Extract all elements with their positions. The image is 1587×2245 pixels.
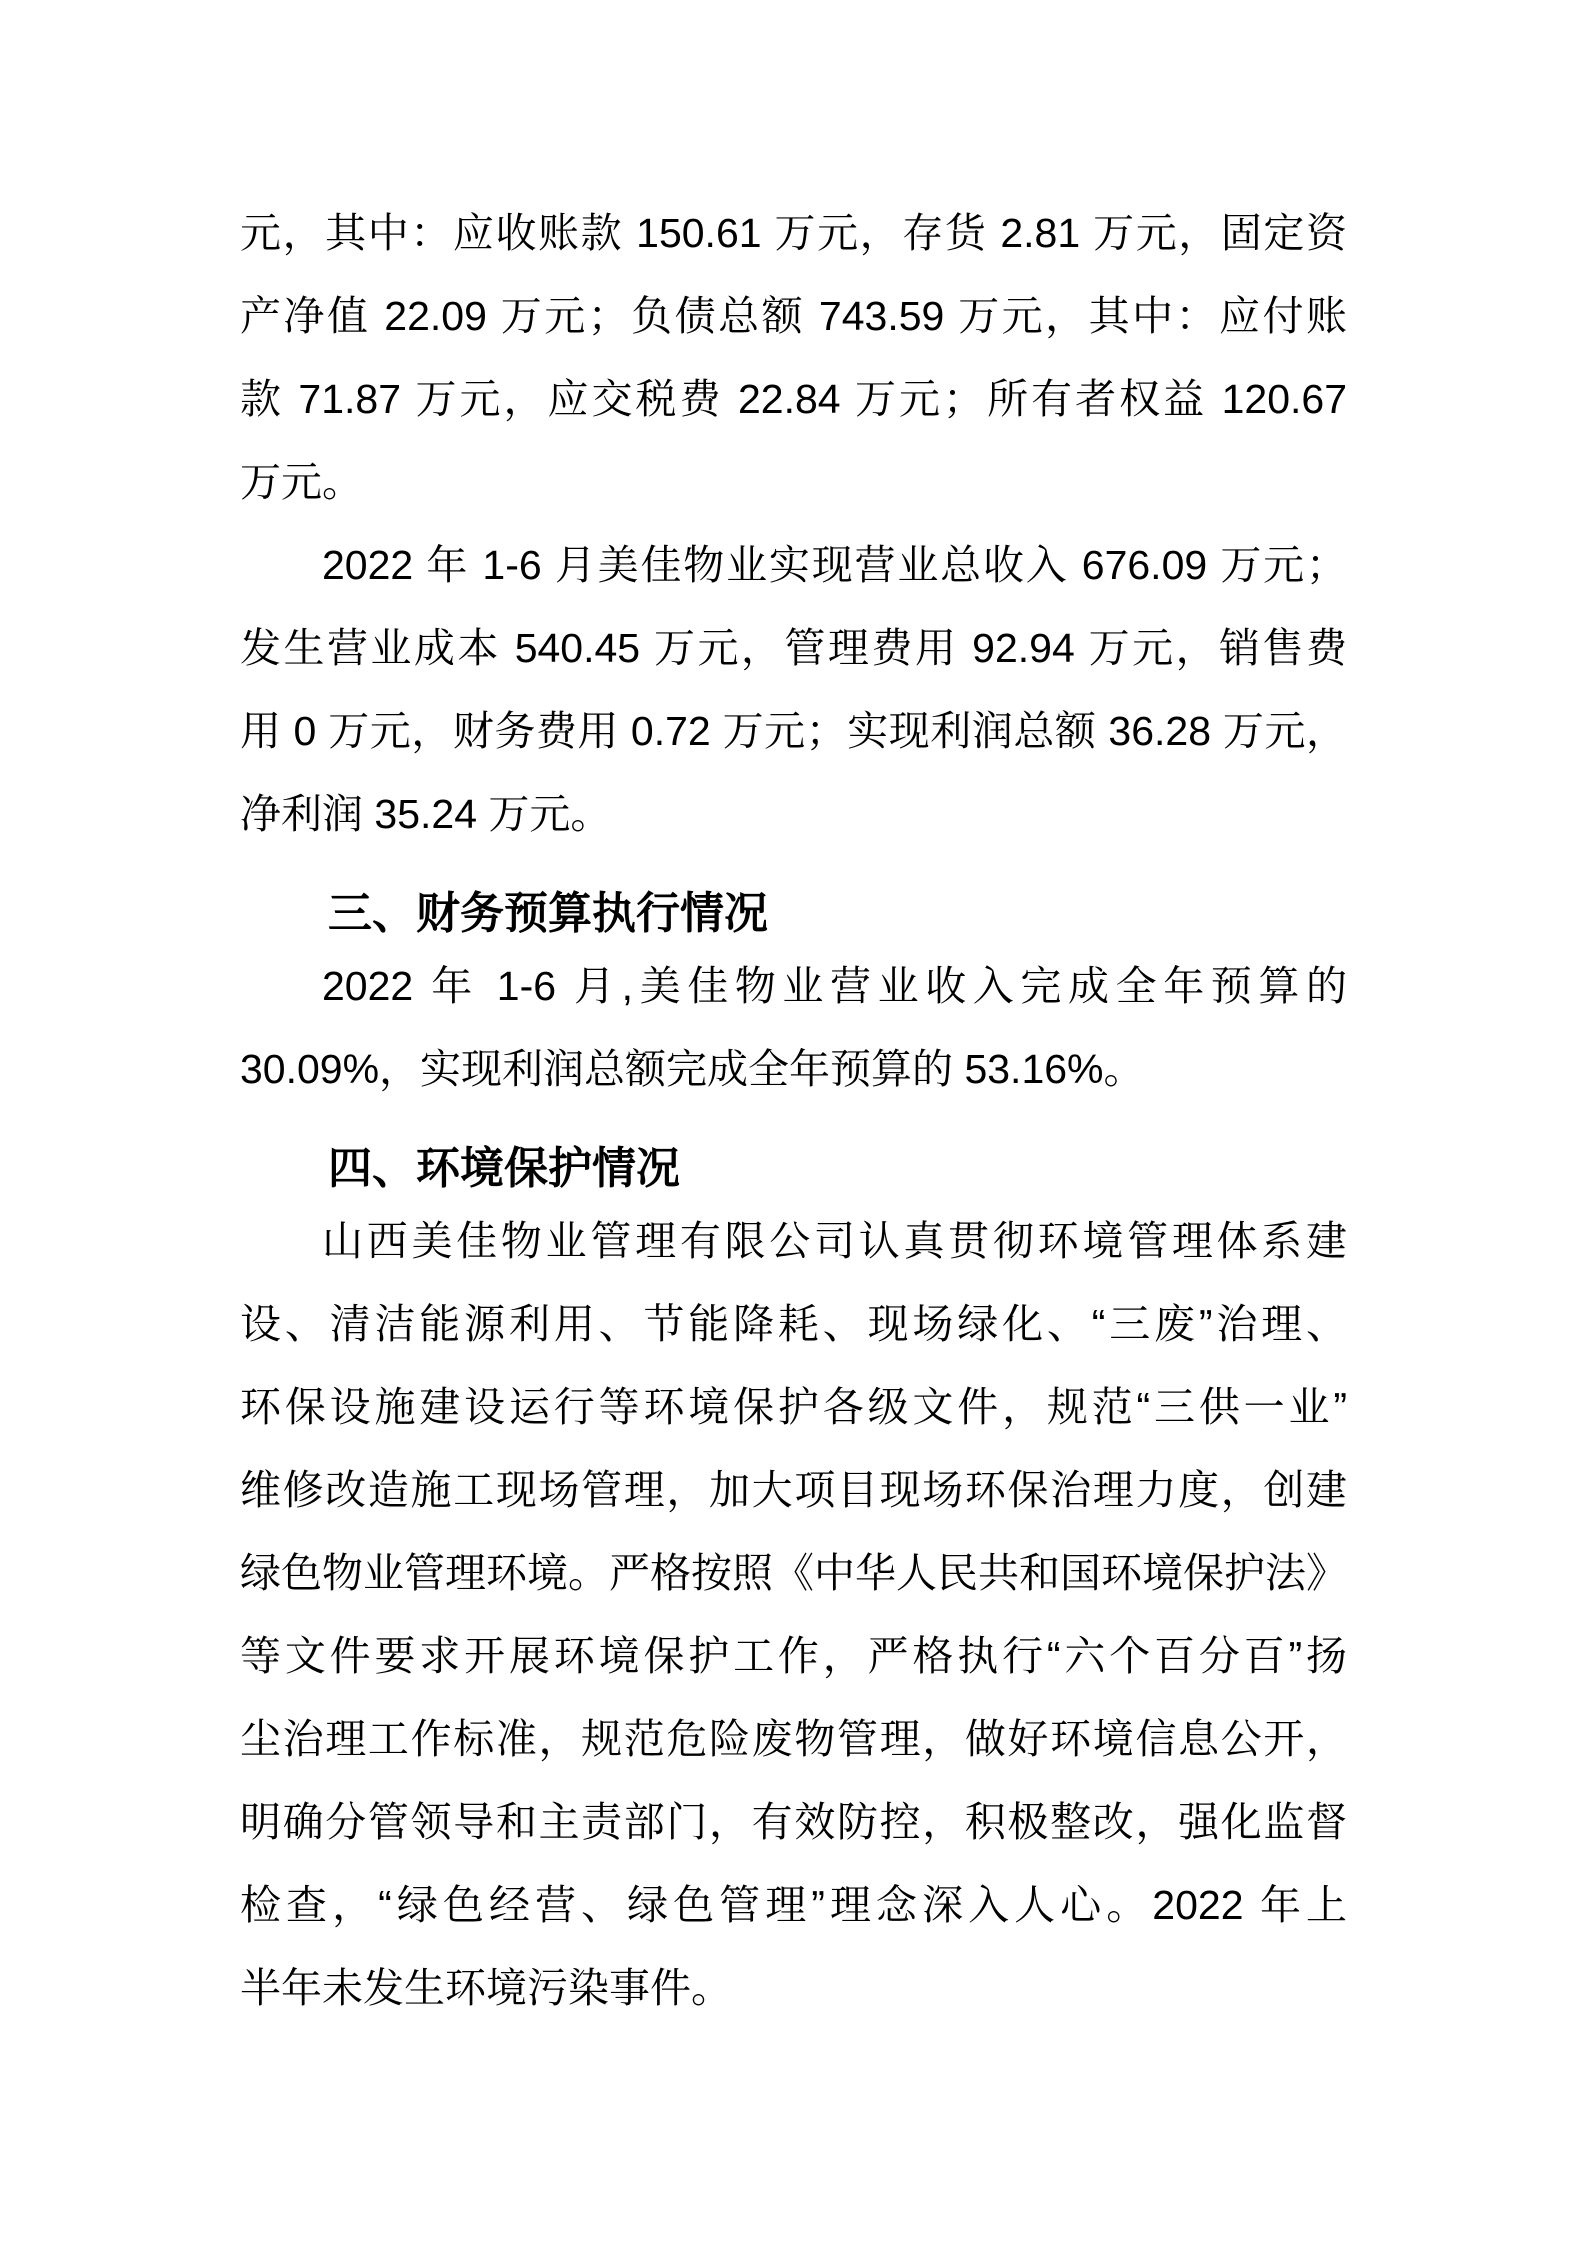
text-line: 绿色物业管理环境。严格按照《中华人民共和国环境保护法》 bbox=[240, 1550, 1347, 1596]
text-line: 四、环境保护情况 bbox=[328, 1144, 680, 1193]
text-line: 山西美佳物业管理有限公司认真贯彻环境管理体系建 bbox=[322, 1218, 1347, 1264]
text-line: 明确分管领导和主责部门，有效防控，积极整改，强化监督 bbox=[240, 1799, 1347, 1845]
paragraph bbox=[240, 945, 1347, 1111]
text-line: 环保设施建设运行等环境保护各级文件，规范“三供一业” bbox=[240, 1384, 1347, 1430]
text-line: 检查，“绿色经营、绿色管理”理念深入人心。2022 年上 bbox=[240, 1882, 1347, 1928]
text-line: 元，其中：应收账款 150.61 万元，存货 2.81 万元，固定资 bbox=[240, 210, 1347, 256]
text-line: 万元。 bbox=[240, 459, 363, 505]
text-line: 产净值 22.09 万元；负债总额 743.59 万元，其中：应付账 bbox=[240, 293, 1347, 339]
text-line: 净利润 35.24 万元。 bbox=[240, 791, 612, 837]
section-heading bbox=[240, 1127, 1347, 1210]
paragraph bbox=[240, 524, 1347, 856]
paragraph bbox=[240, 1200, 1347, 2030]
paragraph bbox=[240, 192, 1347, 524]
text-line: 半年未发生环境污染事件。 bbox=[240, 1965, 732, 2011]
text-line: 款 71.87 万元，应交税费 22.84 万元；所有者权益 120.67 bbox=[240, 376, 1347, 422]
text-line: 等文件要求开展环境保护工作，严格执行“六个百分百”扬 bbox=[240, 1633, 1347, 1679]
text-line: 三、财务预算执行情况 bbox=[328, 889, 768, 938]
text-line: 2022 年 1-6 月,美佳物业营业收入完成全年预算的 bbox=[322, 963, 1347, 1009]
text-line: 用 0 万元，财务费用 0.72 万元；实现利润总额 36.28 万元， bbox=[240, 708, 1347, 754]
text-line: 尘治理工作标准，规范危险废物管理，做好环境信息公开， bbox=[240, 1716, 1347, 1762]
text-line: 2022 年 1-6 月美佳物业实现营业总收入 676.09 万元； bbox=[322, 542, 1347, 588]
text-line: 发生营业成本 540.45 万元，管理费用 92.94 万元，销售费 bbox=[240, 625, 1347, 671]
text-line: 30.09%，实现利润总额完成全年预算的 53.16%。 bbox=[240, 1046, 1145, 1092]
text-line: 维修改造施工现场管理，加大项目现场环保治理力度，创建 bbox=[240, 1467, 1347, 1513]
section-heading bbox=[240, 872, 1347, 955]
text-line: 设、清洁能源利用、节能降耗、现场绿化、“三废”治理、 bbox=[240, 1301, 1347, 1347]
